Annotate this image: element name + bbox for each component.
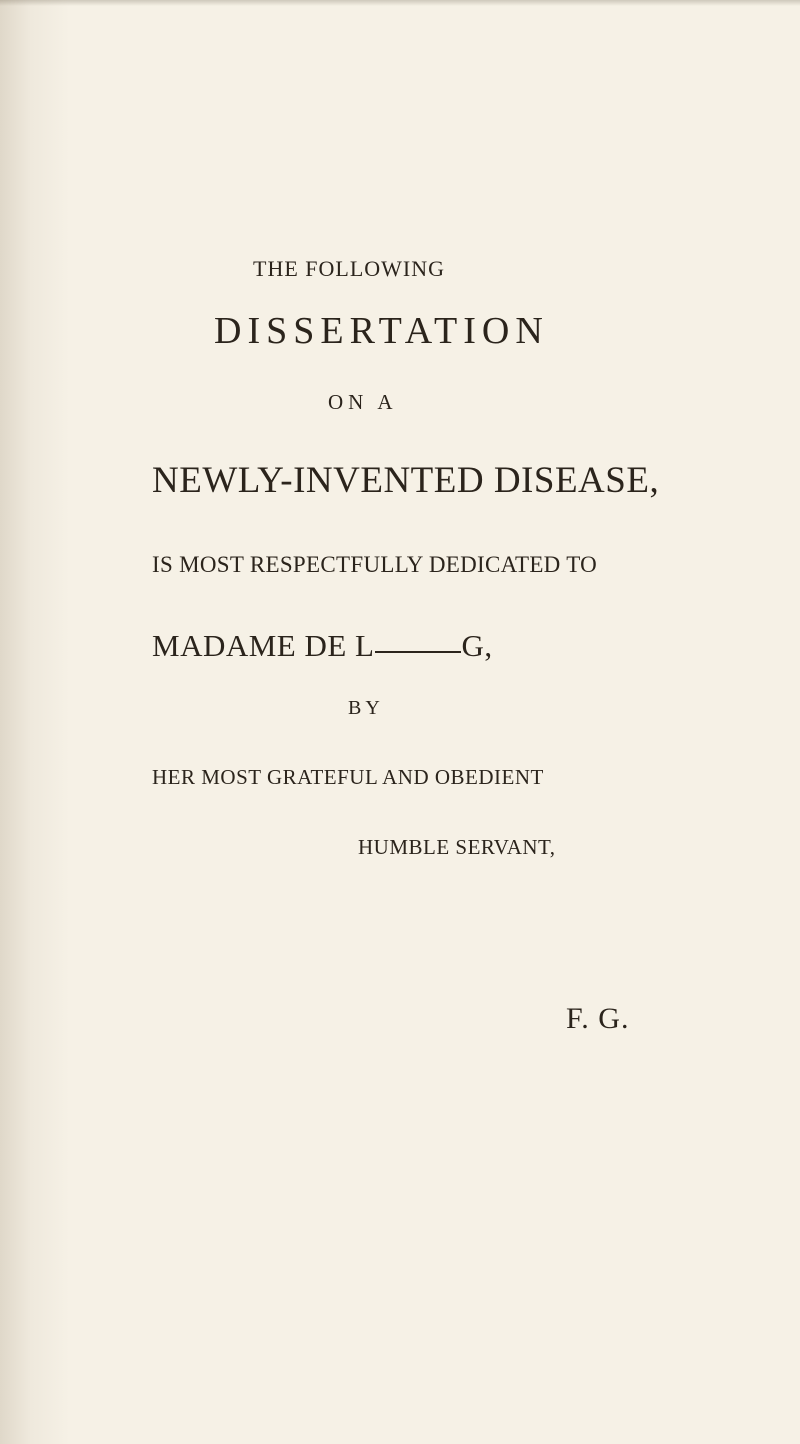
- dedication-line-by: BY: [348, 697, 384, 719]
- dedication-line-grateful: HER MOST GRATEFUL AND OBEDIENT: [152, 765, 544, 789]
- name-dash: [375, 651, 461, 653]
- dedication-line-on-a: ON A: [328, 390, 398, 414]
- dedicatee-name-end: G,: [461, 628, 493, 663]
- dedication-line-the-following: THE FOLLOWING: [253, 256, 446, 281]
- dedicatee-name-start: MADAME DE L: [152, 628, 375, 663]
- dedication-line-madame: [152, 630, 493, 661]
- dedication-line-dedicated-to: IS MOST RESPECTFULLY DEDICATED TO: [152, 552, 598, 577]
- dedication-line-dissertation: DISSERTATION: [214, 310, 549, 352]
- dedication-line-humble-servant: HUMBLE SERVANT,: [358, 835, 556, 859]
- dedication-line-disease: NEWLY-INVENTED DISEASE,: [152, 460, 660, 501]
- dedication-signature: F. G.: [566, 1002, 630, 1035]
